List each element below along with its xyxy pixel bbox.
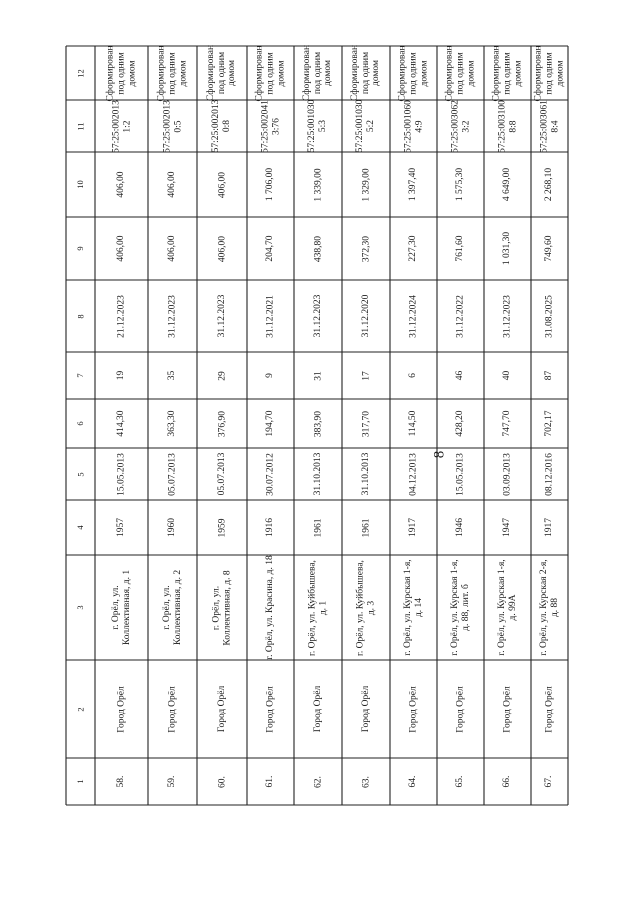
table-cell: 1917 (408, 518, 419, 537)
table-cell: 31.12.2021 (265, 294, 276, 338)
table-cell: 63. (360, 775, 371, 788)
table-cell: 04.12.2013 (408, 452, 419, 496)
table-cell: 31.12.2022 (455, 294, 466, 338)
table-cell: 9 (265, 373, 276, 378)
table-cell: 57:25:002013 0:8 (211, 99, 232, 153)
table-cell: Сформирован под одним домом (397, 44, 429, 102)
page-number: 8 (431, 450, 448, 459)
table-cell: 1 339,00 (312, 167, 323, 202)
table-cell: 57:25:002013 0:5 (161, 99, 183, 153)
table-cell: Город Орёл (312, 685, 323, 733)
table-cell: 363,30 (167, 410, 178, 437)
table-cell: 1916 (265, 518, 276, 537)
table-cell: 64. (408, 775, 419, 788)
header-cell-5: 5 (74, 471, 85, 477)
table-cell: Город Орёл (455, 685, 466, 733)
table-cell: Сформирован под одним домом (105, 44, 137, 102)
table-cell: 57:25:001030 5:3 (307, 99, 328, 153)
table-cell: Сформирован под одним домом (533, 44, 565, 102)
table-cell: 1 329,00 (360, 167, 371, 202)
table-cell: 15.05.2013 (116, 452, 127, 496)
table-cell: 31.12.2023 (502, 294, 513, 338)
table-cell: 376,90 (216, 410, 227, 437)
table-cell: 414,30 (116, 410, 127, 437)
table-cell: 114,50 (408, 410, 419, 437)
table-cell: г. Орёл, ул. Курская 1-я, д. 14 (402, 559, 424, 656)
table-cell: 1961 (360, 518, 371, 537)
table-cell: 1 397,40 (408, 167, 419, 202)
table-cell: 57:25:003100 8:8 (496, 99, 518, 153)
table-cell: Город Орёл (408, 685, 419, 733)
table-cell: 57:25:001060 4:9 (402, 99, 424, 153)
table-cell: г. Орёл, ул. Куйбышева, д. 1 (307, 559, 328, 656)
header-cell-3: 3 (74, 605, 85, 610)
header-cell-9: 9 (74, 246, 85, 251)
table-cell: 428,20 (455, 410, 466, 437)
table-cell: 2 268,10 (544, 167, 555, 202)
table-cell: 227,30 (408, 235, 419, 262)
table-cell: 406,00 (167, 171, 178, 198)
table-cell: 31 (312, 370, 323, 381)
table-cell: 747,70 (502, 410, 513, 437)
table-cell: 406,00 (216, 171, 227, 198)
table-cell: 6 (408, 373, 419, 378)
header-cell-6: 6 (74, 421, 85, 426)
table-cell: г. Орёл, ул. Курская 1-я, д. 99А (496, 559, 518, 656)
table-cell: 35 (167, 370, 178, 381)
table-cell: 61. (265, 775, 276, 788)
table-cell: 406,00 (116, 171, 127, 198)
table-cell: 31.08.2025 (544, 294, 555, 338)
table-cell: 31.10.2013 (360, 452, 371, 496)
table-cell: г. Орёл, ул. Коллективная, д. 2 (161, 569, 183, 646)
table-cell: 65. (455, 775, 466, 788)
table-cell: Сформирован под одним домом (301, 44, 334, 102)
table-cell: 62. (312, 775, 323, 788)
table-cell: 59. (167, 775, 178, 788)
table-cell: Город Орёл (502, 685, 513, 733)
table-cell: 438,80 (312, 235, 323, 262)
header-cell-7: 7 (74, 373, 85, 378)
table-cell: г. Орёл, ул. Красина, д. 18 (265, 555, 276, 660)
header-cell-2: 2 (74, 706, 85, 712)
table-cell: 317,70 (360, 410, 371, 437)
table-cell: 406,00 (167, 235, 178, 262)
table-cell: 1947 (502, 518, 513, 537)
table-cell: 15.05.2013 (455, 452, 466, 496)
table-cell: Город Орёл (167, 685, 178, 733)
table-cell: Сформирован под одним домом (349, 44, 382, 102)
table-cell: Город Орёл (544, 685, 555, 733)
table-cell: 1959 (216, 518, 227, 537)
table-cell: Город Орёл (360, 685, 371, 733)
table-cell: 1 575,30 (455, 167, 466, 202)
table-cell: 1946 (455, 518, 466, 537)
table-cell: 1917 (544, 518, 555, 537)
table-cell: Сформирован под одним домом (491, 44, 523, 102)
header-cell-1: 1 (74, 779, 85, 784)
table-cell: 406,00 (216, 235, 227, 262)
table-cell: 58. (116, 775, 127, 788)
table-cell: 57:25:001030 5:2 (355, 99, 376, 153)
table-cell: 1961 (312, 518, 323, 537)
table-cell: 05.07.2013 (167, 452, 178, 496)
header-cell-10: 10 (74, 180, 85, 189)
table-cell: 383,90 (312, 410, 323, 437)
table-cell: г. Орёл, ул. Курская 1-я, д. 88, лит. б (449, 559, 471, 656)
table-cell: 761,60 (455, 235, 466, 262)
table-cell: 1957 (116, 518, 127, 537)
table-cell: 31.10.2013 (312, 452, 323, 496)
table-cell: 204,70 (265, 235, 276, 262)
table-cell: 17 (360, 370, 371, 381)
table-cell: 194,70 (265, 410, 276, 437)
table-cell: Город Орёл (116, 685, 127, 733)
table-cell: 57:25:003061 8:4 (538, 99, 560, 153)
table-cell: 749,60 (544, 235, 555, 262)
table-cell: Город Орёл (265, 685, 276, 733)
table-cell: г. Орёл, ул. Коллективная, д. 1 (110, 569, 132, 646)
table-cell: 31.12.2023 (216, 294, 227, 338)
table-cell: Сформирован под одним домом (156, 44, 188, 102)
table-cell: 03.09.2013 (502, 452, 513, 496)
table-cell: 4 649,00 (502, 167, 513, 202)
table-cell: г. Орёл, ул. Коллективная, д. 8 (211, 569, 232, 646)
table-cell: 66. (502, 775, 513, 788)
table-cell: 406,00 (116, 235, 127, 262)
table-cell: Сформирован под одним домом (254, 44, 286, 102)
table-cell: Сформирован под одним домом (205, 44, 238, 102)
table-cell: 40 (502, 370, 513, 381)
header-cell-8: 8 (74, 313, 85, 319)
table-cell: 1 031,30 (502, 231, 513, 266)
table-cell: 21.12.2023 (116, 294, 127, 338)
table-cell: 31.12.2023 (167, 294, 178, 338)
table-cell: 87 (544, 370, 555, 381)
table-cell: 05.07.2013 (216, 452, 227, 496)
table-cell: 67. (544, 775, 555, 788)
table-cell: г. Орёл, ул. Курская 2-я, д. 88 (538, 559, 560, 656)
table-cell: Город Орёл (216, 685, 227, 733)
table-cell: 372,30 (360, 235, 371, 262)
header-cell-12: 12 (74, 68, 85, 78)
table-cell: 46 (455, 370, 466, 381)
table-cell: 57:25:002041 3:76 (259, 99, 281, 153)
header-cell-4: 4 (74, 525, 85, 530)
table-cell: 60. (216, 775, 227, 788)
table-cell: Сформирован под одним домом (444, 44, 476, 102)
table-cell: 1960 (167, 518, 178, 537)
table-cell: 29 (216, 370, 227, 381)
table-cell: г. Орёл, ул. Куйбышева, д. 3 (355, 559, 376, 656)
table-cell: 31.12.2020 (360, 294, 371, 338)
table-cell: 31.12.2024 (408, 294, 419, 338)
table-cell: 30.07.2012 (265, 452, 276, 496)
table-cell: 08.12.2016 (544, 452, 555, 496)
table-cell: 31.12.2023 (312, 294, 323, 338)
table-cell: 702,17 (544, 410, 555, 437)
table-cell: 57:25:003062 3:2 (449, 99, 471, 153)
table-cell: 19 (116, 370, 127, 381)
header-cell-11: 11 (74, 121, 85, 131)
table-cell: 57:25:002013 1:2 (110, 99, 132, 153)
table-cell: 1 706,00 (265, 167, 276, 202)
